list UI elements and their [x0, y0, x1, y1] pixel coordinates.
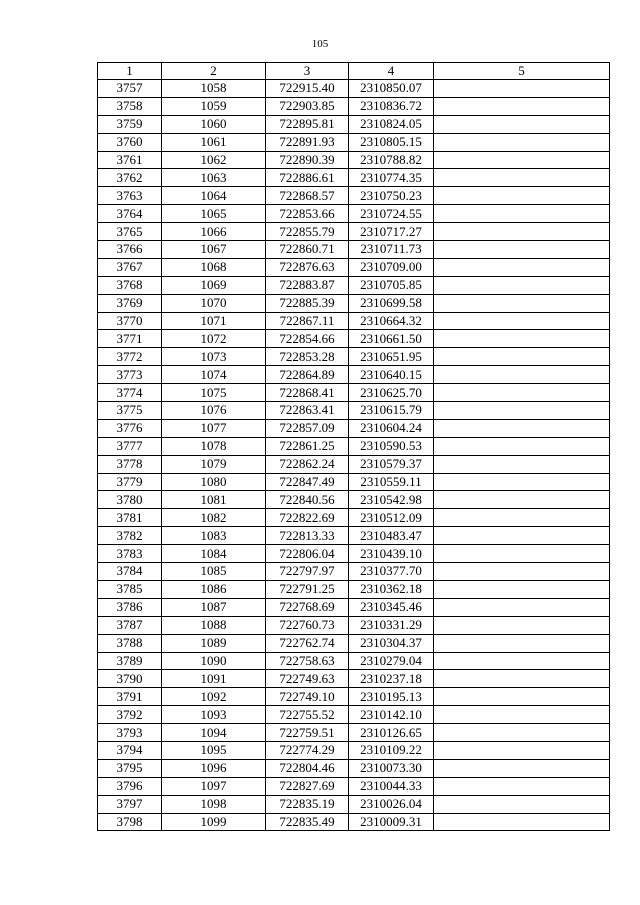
- table-cell-col-2: 1085: [162, 563, 266, 581]
- table-cell-col-4: 2310699.58: [349, 294, 434, 312]
- table-row: [98, 455, 610, 473]
- table-cell-col-3: 722863.41: [266, 402, 349, 420]
- table-row: [98, 724, 610, 742]
- table-row: [98, 509, 610, 527]
- table-cell-col-3: 722827.69: [266, 777, 349, 795]
- table-cell-col-1: 3765: [98, 223, 162, 241]
- table-cell-col-3: 722768.69: [266, 598, 349, 616]
- table-cell-col-1: 3776: [98, 419, 162, 437]
- table-cell-col-1: 3782: [98, 527, 162, 545]
- table-cell-col-2: 1068: [162, 258, 266, 276]
- table-cell-col-3: 722862.24: [266, 455, 349, 473]
- table-cell-col-2: 1078: [162, 437, 266, 455]
- table-cell-col-1: 3783: [98, 545, 162, 563]
- table-cell-col-2: 1095: [162, 741, 266, 759]
- table-cell-col-3: 722749.10: [266, 688, 349, 706]
- table-cell-col-5: [434, 724, 610, 742]
- table-cell-col-5: [434, 580, 610, 598]
- column-header-3: 3: [266, 63, 349, 80]
- table-cell-col-1: 3785: [98, 580, 162, 598]
- table-cell-col-5: [434, 670, 610, 688]
- table-cell-col-2: 1058: [162, 80, 266, 98]
- table-cell-col-1: 3758: [98, 97, 162, 115]
- table-cell-col-3: 722806.04: [266, 545, 349, 563]
- table-cell-col-3: 722915.40: [266, 80, 349, 98]
- table-cell-col-1: 3793: [98, 724, 162, 742]
- table-cell-col-5: [434, 169, 610, 187]
- table-cell-col-1: 3763: [98, 187, 162, 205]
- table-row: [98, 384, 610, 402]
- column-header-1: 1: [98, 63, 162, 80]
- table-row: [98, 294, 610, 312]
- table-row: [98, 419, 610, 437]
- table-cell-col-1: 3795: [98, 759, 162, 777]
- table-cell-col-5: [434, 258, 610, 276]
- column-header-4: 4: [349, 63, 434, 80]
- table-cell-col-1: 3778: [98, 455, 162, 473]
- table-cell-col-1: 3766: [98, 241, 162, 259]
- table-cell-col-4: 2310362.18: [349, 580, 434, 598]
- table-cell-col-5: [434, 97, 610, 115]
- table-cell-col-3: 722749.63: [266, 670, 349, 688]
- table-cell-col-5: [434, 652, 610, 670]
- table-cell-col-1: 3791: [98, 688, 162, 706]
- table-cell-col-5: [434, 276, 610, 294]
- table-cell-col-1: 3777: [98, 437, 162, 455]
- table-row: [98, 813, 610, 831]
- table-cell-col-4: 2310615.79: [349, 402, 434, 420]
- table-cell-col-5: [434, 688, 610, 706]
- table-cell-col-4: 2310512.09: [349, 509, 434, 527]
- table-cell-col-5: [434, 312, 610, 330]
- table-cell-col-1: 3762: [98, 169, 162, 187]
- table-cell-col-5: [434, 706, 610, 724]
- table-cell-col-5: [434, 741, 610, 759]
- table-cell-col-2: 1065: [162, 205, 266, 223]
- table-row: [98, 777, 610, 795]
- table-cell-col-3: 722886.61: [266, 169, 349, 187]
- header-row: [98, 63, 610, 80]
- table-cell-col-4: 2310126.65: [349, 724, 434, 742]
- table-cell-col-4: 2310824.05: [349, 115, 434, 133]
- table-cell-col-4: 2310559.11: [349, 473, 434, 491]
- table-cell-col-4: 2310304.37: [349, 634, 434, 652]
- table-cell-col-3: 722835.19: [266, 795, 349, 813]
- table-cell-col-3: 722847.49: [266, 473, 349, 491]
- table-cell-col-5: [434, 294, 610, 312]
- table-cell-col-5: [434, 527, 610, 545]
- table-cell-col-2: 1074: [162, 366, 266, 384]
- table-row: [98, 491, 610, 509]
- table-cell-col-2: 1067: [162, 241, 266, 259]
- table-cell-col-2: 1077: [162, 419, 266, 437]
- table-row: [98, 598, 610, 616]
- table-cell-col-1: 3790: [98, 670, 162, 688]
- table-cell-col-4: 2310640.15: [349, 366, 434, 384]
- table-cell-col-2: 1066: [162, 223, 266, 241]
- table-cell-col-2: 1094: [162, 724, 266, 742]
- table-cell-col-2: 1062: [162, 151, 266, 169]
- table-row: [98, 563, 610, 581]
- page-number: 105: [311, 38, 329, 50]
- table-row: [98, 688, 610, 706]
- table-cell-col-2: 1061: [162, 133, 266, 151]
- table-cell-col-1: 3768: [98, 276, 162, 294]
- table-row: [98, 437, 610, 455]
- table-row: [98, 241, 610, 259]
- table-cell-col-5: [434, 80, 610, 98]
- table-cell-col-3: 722868.41: [266, 384, 349, 402]
- column-header-2: 2: [162, 63, 266, 80]
- table-cell-col-3: 722813.33: [266, 527, 349, 545]
- table-row: [98, 706, 610, 724]
- coordinates-table: [97, 62, 610, 831]
- table-cell-col-3: 722822.69: [266, 509, 349, 527]
- table-row: [98, 223, 610, 241]
- table-row: [98, 670, 610, 688]
- table-cell-col-2: 1088: [162, 616, 266, 634]
- table-cell-col-4: 2310774.35: [349, 169, 434, 187]
- table-cell-col-5: [434, 402, 610, 420]
- table-cell-col-5: [434, 455, 610, 473]
- table-row: [98, 97, 610, 115]
- table-cell-col-1: 3786: [98, 598, 162, 616]
- table-cell-col-2: 1075: [162, 384, 266, 402]
- table-row: [98, 473, 610, 491]
- table-row: [98, 580, 610, 598]
- table-cell-col-5: [434, 545, 610, 563]
- table-cell-col-3: 722797.97: [266, 563, 349, 581]
- table-cell-col-5: [434, 384, 610, 402]
- table-cell-col-4: 2310590.53: [349, 437, 434, 455]
- table-cell-col-3: 722890.39: [266, 151, 349, 169]
- table-cell-col-5: [434, 563, 610, 581]
- table-cell-col-2: 1070: [162, 294, 266, 312]
- table-cell-col-2: 1060: [162, 115, 266, 133]
- table-cell-col-4: 2310709.00: [349, 258, 434, 276]
- table-cell-col-4: 2310044.33: [349, 777, 434, 795]
- table-cell-col-2: 1080: [162, 473, 266, 491]
- table-cell-col-4: 2310651.95: [349, 348, 434, 366]
- table-cell-col-5: [434, 133, 610, 151]
- table-cell-col-4: 2310109.22: [349, 741, 434, 759]
- table-cell-col-4: 2310026.04: [349, 795, 434, 813]
- table-cell-col-1: 3794: [98, 741, 162, 759]
- table-cell-col-3: 722868.57: [266, 187, 349, 205]
- table-cell-col-3: 722885.39: [266, 294, 349, 312]
- table-row: [98, 348, 610, 366]
- table-cell-col-1: 3764: [98, 205, 162, 223]
- table-cell-col-5: [434, 115, 610, 133]
- table-cell-col-3: 722760.73: [266, 616, 349, 634]
- table-cell-col-1: 3792: [98, 706, 162, 724]
- table-cell-col-4: 2310805.15: [349, 133, 434, 151]
- table-cell-col-5: [434, 437, 610, 455]
- table-cell-col-1: 3780: [98, 491, 162, 509]
- table-cell-col-4: 2310237.18: [349, 670, 434, 688]
- table-cell-col-4: 2310850.07: [349, 80, 434, 98]
- table-cell-col-2: 1069: [162, 276, 266, 294]
- table-cell-col-2: 1081: [162, 491, 266, 509]
- table-cell-col-1: 3796: [98, 777, 162, 795]
- table-cell-col-1: 3761: [98, 151, 162, 169]
- table-cell-col-4: 2310345.46: [349, 598, 434, 616]
- table-cell-col-4: 2310724.55: [349, 205, 434, 223]
- table-cell-col-4: 2310142.10: [349, 706, 434, 724]
- table-cell-col-2: 1089: [162, 634, 266, 652]
- table-cell-col-2: 1083: [162, 527, 266, 545]
- table-row: [98, 80, 610, 98]
- table-cell-col-5: [434, 509, 610, 527]
- table-cell-col-5: [434, 348, 610, 366]
- table-cell-col-2: 1096: [162, 759, 266, 777]
- table-cell-col-3: 722883.87: [266, 276, 349, 294]
- table-row: [98, 652, 610, 670]
- table-cell-col-2: 1076: [162, 402, 266, 420]
- table-cell-col-3: 722791.25: [266, 580, 349, 598]
- table-cell-col-2: 1059: [162, 97, 266, 115]
- table-cell-col-4: 2310377.70: [349, 563, 434, 581]
- table-cell-col-3: 722891.93: [266, 133, 349, 151]
- table-cell-col-1: 3769: [98, 294, 162, 312]
- table-row: [98, 634, 610, 652]
- table-cell-col-1: 3774: [98, 384, 162, 402]
- table-cell-col-5: [434, 634, 610, 652]
- table-cell-col-3: 722876.63: [266, 258, 349, 276]
- table-cell-col-3: 722853.28: [266, 348, 349, 366]
- table-cell-col-4: 2310750.23: [349, 187, 434, 205]
- table-cell-col-3: 722864.89: [266, 366, 349, 384]
- table-cell-col-2: 1093: [162, 706, 266, 724]
- table-row: [98, 276, 610, 294]
- table-header: [98, 63, 610, 80]
- table-row: [98, 366, 610, 384]
- table-cell-col-5: [434, 759, 610, 777]
- table-row: [98, 115, 610, 133]
- table-cell-col-1: 3757: [98, 80, 162, 98]
- table-cell-col-4: 2310705.85: [349, 276, 434, 294]
- table-cell-col-3: 722903.85: [266, 97, 349, 115]
- table-row: [98, 527, 610, 545]
- table-cell-col-1: 3759: [98, 115, 162, 133]
- table-cell-col-2: 1099: [162, 813, 266, 831]
- table-cell-col-2: 1064: [162, 187, 266, 205]
- table-cell-col-5: [434, 795, 610, 813]
- table-cell-col-1: 3772: [98, 348, 162, 366]
- table-cell-col-2: 1086: [162, 580, 266, 598]
- table-cell-col-1: 3767: [98, 258, 162, 276]
- table-cell-col-1: 3779: [98, 473, 162, 491]
- table-cell-col-5: [434, 223, 610, 241]
- table-row: [98, 258, 610, 276]
- table-cell-col-4: 2310661.50: [349, 330, 434, 348]
- table-cell-col-2: 1090: [162, 652, 266, 670]
- table-cell-col-3: 722835.49: [266, 813, 349, 831]
- table-cell-col-5: [434, 473, 610, 491]
- table-row: [98, 402, 610, 420]
- table-row: [98, 759, 610, 777]
- table-cell-col-4: 2310711.73: [349, 241, 434, 259]
- table-row: [98, 133, 610, 151]
- table-cell-col-4: 2310579.37: [349, 455, 434, 473]
- table-row: [98, 169, 610, 187]
- table-cell-col-2: 1087: [162, 598, 266, 616]
- table-cell-col-3: 722762.74: [266, 634, 349, 652]
- table-cell-col-3: 722840.56: [266, 491, 349, 509]
- table-cell-col-4: 2310331.29: [349, 616, 434, 634]
- table-cell-col-2: 1091: [162, 670, 266, 688]
- table-cell-col-4: 2310073.30: [349, 759, 434, 777]
- table-cell-col-4: 2310483.47: [349, 527, 434, 545]
- table-cell-col-3: 722804.46: [266, 759, 349, 777]
- table-cell-col-5: [434, 330, 610, 348]
- table-cell-col-2: 1071: [162, 312, 266, 330]
- table-cell-col-4: 2310439.10: [349, 545, 434, 563]
- table-body: [98, 80, 610, 831]
- table-cell-col-2: 1097: [162, 777, 266, 795]
- table-cell-col-3: 722861.25: [266, 437, 349, 455]
- table-row: [98, 795, 610, 813]
- column-header-5: 5: [434, 63, 610, 80]
- table-cell-col-1: 3760: [98, 133, 162, 151]
- table-row: [98, 741, 610, 759]
- table-cell-col-2: 1092: [162, 688, 266, 706]
- table-cell-col-1: 3784: [98, 563, 162, 581]
- table-cell-col-1: 3798: [98, 813, 162, 831]
- table-cell-col-4: 2310836.72: [349, 97, 434, 115]
- table-cell-col-5: [434, 366, 610, 384]
- table-cell-col-5: [434, 419, 610, 437]
- table-row: [98, 330, 610, 348]
- table-cell-col-4: 2310664.32: [349, 312, 434, 330]
- table-cell-col-2: 1072: [162, 330, 266, 348]
- table-cell-col-1: 3788: [98, 634, 162, 652]
- table-cell-col-3: 722867.11: [266, 312, 349, 330]
- table-cell-col-4: 2310604.24: [349, 419, 434, 437]
- table-row: [98, 545, 610, 563]
- table-cell-col-1: 3787: [98, 616, 162, 634]
- table-cell-col-5: [434, 491, 610, 509]
- table-cell-col-5: [434, 598, 610, 616]
- table-cell-col-4: 2310717.27: [349, 223, 434, 241]
- table-cell-col-1: 3775: [98, 402, 162, 420]
- table-cell-col-1: 3771: [98, 330, 162, 348]
- table-cell-col-3: 722853.66: [266, 205, 349, 223]
- table-cell-col-1: 3781: [98, 509, 162, 527]
- table-cell-col-4: 2310195.13: [349, 688, 434, 706]
- table-cell-col-2: 1063: [162, 169, 266, 187]
- table-cell-col-2: 1079: [162, 455, 266, 473]
- table-cell-col-3: 722857.09: [266, 419, 349, 437]
- table-cell-col-2: 1084: [162, 545, 266, 563]
- table-cell-col-5: [434, 187, 610, 205]
- table-cell-col-4: 2310279.04: [349, 652, 434, 670]
- table-cell-col-5: [434, 616, 610, 634]
- table-row: [98, 151, 610, 169]
- table-cell-col-4: 2310009.31: [349, 813, 434, 831]
- table-cell-col-5: [434, 151, 610, 169]
- table-cell-col-2: 1098: [162, 795, 266, 813]
- table-cell-col-3: 722855.79: [266, 223, 349, 241]
- table-cell-col-1: 3789: [98, 652, 162, 670]
- table-cell-col-4: 2310542.98: [349, 491, 434, 509]
- table-cell-col-1: 3797: [98, 795, 162, 813]
- table-row: [98, 312, 610, 330]
- table-cell-col-3: 722854.66: [266, 330, 349, 348]
- table-row: [98, 205, 610, 223]
- table-cell-col-5: [434, 205, 610, 223]
- table-cell-col-3: 722759.51: [266, 724, 349, 742]
- table-cell-col-3: 722755.52: [266, 706, 349, 724]
- table-cell-col-4: 2310625.70: [349, 384, 434, 402]
- table-cell-col-5: [434, 813, 610, 831]
- table-cell-col-1: 3770: [98, 312, 162, 330]
- table-cell-col-2: 1082: [162, 509, 266, 527]
- table-cell-col-2: 1073: [162, 348, 266, 366]
- table-cell-col-3: 722860.71: [266, 241, 349, 259]
- table-cell-col-3: 722758.63: [266, 652, 349, 670]
- table-cell-col-4: 2310788.82: [349, 151, 434, 169]
- table-cell-col-5: [434, 777, 610, 795]
- table-cell-col-5: [434, 241, 610, 259]
- table-row: [98, 187, 610, 205]
- table-row: [98, 616, 610, 634]
- table-cell-col-3: 722895.81: [266, 115, 349, 133]
- table-cell-col-3: 722774.29: [266, 741, 349, 759]
- table-cell-col-1: 3773: [98, 366, 162, 384]
